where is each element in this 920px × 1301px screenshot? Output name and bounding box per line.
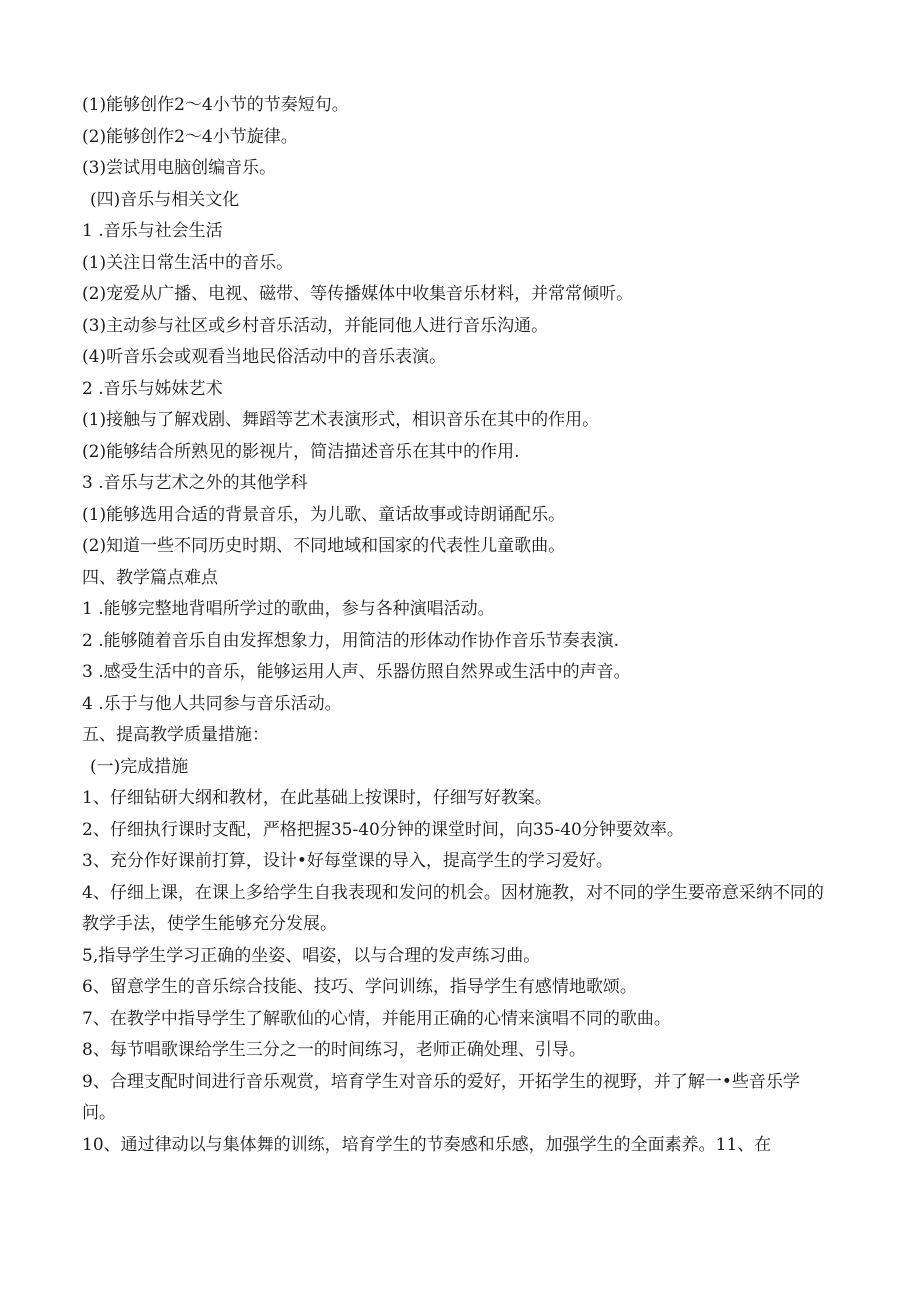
- text-line: (1)能够选用合适的背景音乐，为儿歌、童话故事或诗朗诵配乐。: [82, 504, 566, 525]
- text-line: 1 .能够完整地背唱所学过的歌曲，参与各种演唱活动。: [82, 599, 495, 619]
- text-line: 5,指导学生学习正确的坐姿、唱姿，以与合理的发声练习曲。: [82, 945, 541, 966]
- text-line: (1)能够创作2～4小节的节奏短句。: [82, 95, 349, 115]
- subsection-heading: 2 .音乐与姊妹艺术: [82, 378, 223, 399]
- text-line: 1、仔细钻研大纲和教材，在此基础上按课时，仔细写好教案。: [82, 788, 552, 808]
- text-line: (2)知道一些不同历史时期、不同地域和国家的代表性儿童歌曲。: [82, 536, 566, 556]
- text-line: 2、仔细执行课时支配，严格把握35-40分钟的课堂时间，向35-40分钟要效率。: [82, 819, 684, 840]
- text-line: (4)听音乐会或观看当地民俗活动中的音乐表演。: [82, 347, 447, 367]
- text-line: 10、通过律动以与集体舞的训练，培育学生的节奏感和乐感，加强学生的全面素养。11、在: [82, 1134, 772, 1155]
- text-line: (2)能够结合所熟见的影视片，简洁描述音乐在其中的作用.: [82, 441, 520, 462]
- subsection-heading: (一)完成措施: [90, 756, 189, 777]
- text-line: 3、充分作好课前打算，设计•好每堂课的导入，提高学生的学习爱好。: [82, 851, 613, 871]
- text-line: (2)能够创作2～4小节旋律。: [82, 126, 298, 147]
- text-line: 2 .能够随着音乐自由发挥想象力，用简洁的形体动作协作音乐节奏表演.: [82, 630, 620, 651]
- subsection-heading: 3 .音乐与艺术之外的其他学科: [82, 473, 308, 493]
- subsection-heading: 1 .音乐与社会生活: [82, 221, 223, 241]
- text-line: (1)接触与了解戏剧、舞蹈等艺术表演形式，相识音乐在其中的作用。: [82, 410, 600, 430]
- text-line: (2)宠爱从广播、电视、磁带、等传播媒体中收集音乐材料，并常常倾听。: [82, 284, 634, 304]
- text-line: 3 .感受生活中的音乐，能够运用人声、乐器仿照自然界或生活中的声音。: [82, 662, 631, 682]
- text-paragraph: 4、仔细上课，在课上多给学生自我表现和发问的机会。因材施教，对不同的学生要帝意采纳不同的教学手法，使学生能够充分发展。: [82, 882, 824, 934]
- document-body: [82, 90, 827, 1161]
- text-line: 7、在教学中指导学生了解歌仙的心情，并能用正确的心情来演唱不同的歌曲。: [82, 1008, 671, 1029]
- text-line: (3)主动参与社区或乡村音乐活动，并能同他人进行音乐沟通。: [82, 315, 549, 336]
- section-heading: 四、教学篇点难点: [82, 567, 218, 588]
- text-line: 4 .乐于与他人共同参与音乐活动。: [82, 693, 342, 714]
- text-line: 8、每节唱歌课给学生三分之一的时间练习，老师正确处理、引导。: [82, 1040, 586, 1060]
- text-paragraph: 9、合理支配时间进行音乐观赏，培育学生对音乐的爱好，开拓学生的视野，并了解一•些音乐学问。: [82, 1071, 800, 1123]
- text-line: (3)尝试用电脑创编音乐。: [82, 158, 277, 178]
- text-line: 6、留意学生的音乐综合技能、技巧、学问训练，指导学生有感情地歌颂。: [82, 977, 637, 997]
- section-heading: (四)音乐与相关文化: [90, 189, 240, 210]
- section-heading: 五、提高教学质量措施：: [82, 725, 269, 745]
- text-line: (1)关注日常生活中的音乐。: [82, 252, 294, 273]
